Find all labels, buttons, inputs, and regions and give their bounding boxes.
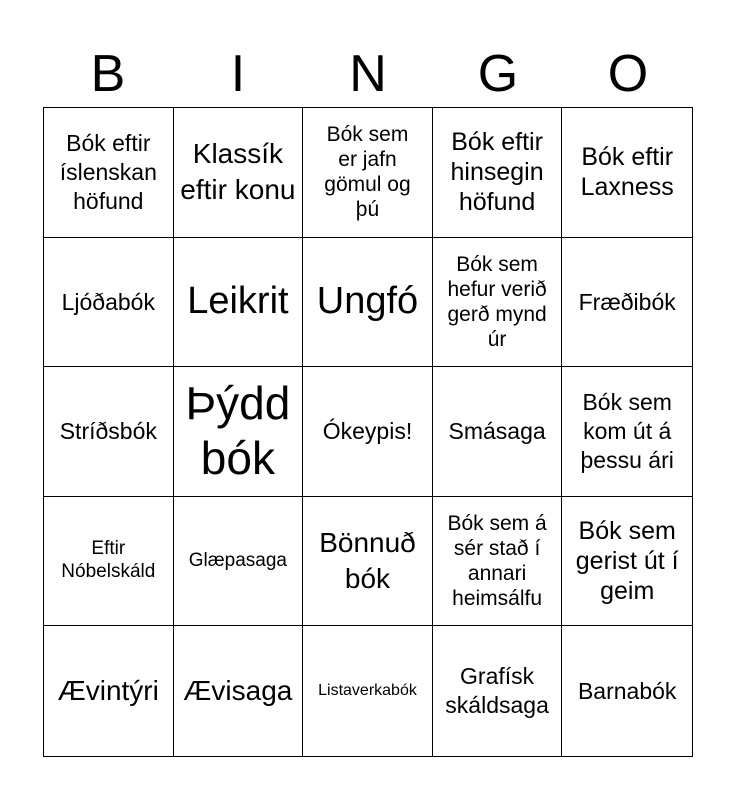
cell-label: Bók eftir íslenskan höfund (59, 130, 157, 214)
cell-label: Bók eftir Laxness (580, 143, 674, 202)
cell-label: Eftir Nóbelskáld (61, 538, 156, 583)
bingo-cell-r3c5[interactable] (562, 367, 692, 497)
bingo-cell-r1c3[interactable] (303, 108, 433, 238)
bingo-cell-r1c1[interactable] (44, 108, 174, 238)
cell-label: Ljóðabók (61, 288, 155, 315)
cell-label: Bók sem kom út á þessu ári (580, 389, 674, 473)
cell-label: Bók sem gerist út í geim (575, 517, 679, 606)
bingo-cell-r2c5[interactable] (562, 238, 692, 368)
cell-label: Bók sem á sér stað í annari heimsálfu (447, 511, 547, 611)
bingo-cell-r1c5[interactable] (562, 108, 692, 238)
bingo-cell-r2c4[interactable] (433, 238, 563, 368)
cell-label: Ævintýri (57, 675, 159, 706)
bingo-cell-r5c1[interactable] (44, 626, 174, 756)
header-letter-i: I (230, 45, 246, 103)
header-letter-o: O (607, 45, 649, 103)
bingo-header (43, 40, 693, 108)
cell-label: Bók sem er jafn gömul og þú (324, 122, 411, 222)
cell-label: Grafísk skáldsaga (445, 663, 549, 719)
header-letter-n: N (349, 45, 387, 103)
cell-label: Ævisaga (183, 675, 293, 706)
bingo-cell-r4c1[interactable] (44, 497, 174, 627)
cell-label: Bók eftir hinsegin höfund (450, 128, 544, 217)
header-letter-b: B (90, 45, 126, 103)
bingo-cell-r4c5[interactable] (562, 497, 692, 627)
cell-label: Bönnuð bók (319, 526, 416, 595)
cell-label: Þýdd bók (185, 377, 291, 485)
cell-label: Stríðsbók (59, 418, 157, 445)
bingo-cell-r3c4[interactable] (433, 367, 563, 497)
bingo-cell-r2c2[interactable] (174, 238, 304, 368)
bingo-cell-r4c2[interactable] (174, 497, 304, 627)
cell-label: Klassík eftir konu (180, 137, 296, 206)
cell-label: Ókeypis! (322, 418, 413, 445)
bingo-cell-r2c1[interactable] (44, 238, 174, 368)
bingo-cell-r4c4[interactable] (433, 497, 563, 627)
bingo-cell-r3c2[interactable] (174, 367, 304, 497)
bingo-board (43, 107, 693, 757)
bingo-cell-r4c3[interactable] (303, 497, 433, 627)
cell-label: Bók sem hefur verið gerð mynd úr (447, 252, 547, 352)
cell-label: Smásaga (448, 418, 546, 445)
bingo-cell-r3c1[interactable] (44, 367, 174, 497)
cell-label: Listaverkabók (318, 682, 417, 700)
header-letter-g: G (477, 45, 519, 103)
cell-label: Leikrit (187, 280, 289, 323)
bingo-cell-r5c3[interactable] (303, 626, 433, 756)
cell-label: Fræðibók (578, 288, 676, 315)
cell-label: Ungfó (316, 280, 419, 323)
bingo-cell-r5c5[interactable] (562, 626, 692, 756)
bingo-cell-r5c4[interactable] (433, 626, 563, 756)
cell-label: Glæpasaga (188, 549, 287, 571)
bingo-cell-r5c2[interactable] (174, 626, 304, 756)
bingo-cell-r2c3[interactable] (303, 238, 433, 368)
cell-label: Barnabók (577, 677, 677, 704)
bingo-cell-r1c2[interactable] (174, 108, 304, 238)
bingo-cell-r1c4[interactable] (433, 108, 563, 238)
bingo-cell-r3c3[interactable] (303, 367, 433, 497)
